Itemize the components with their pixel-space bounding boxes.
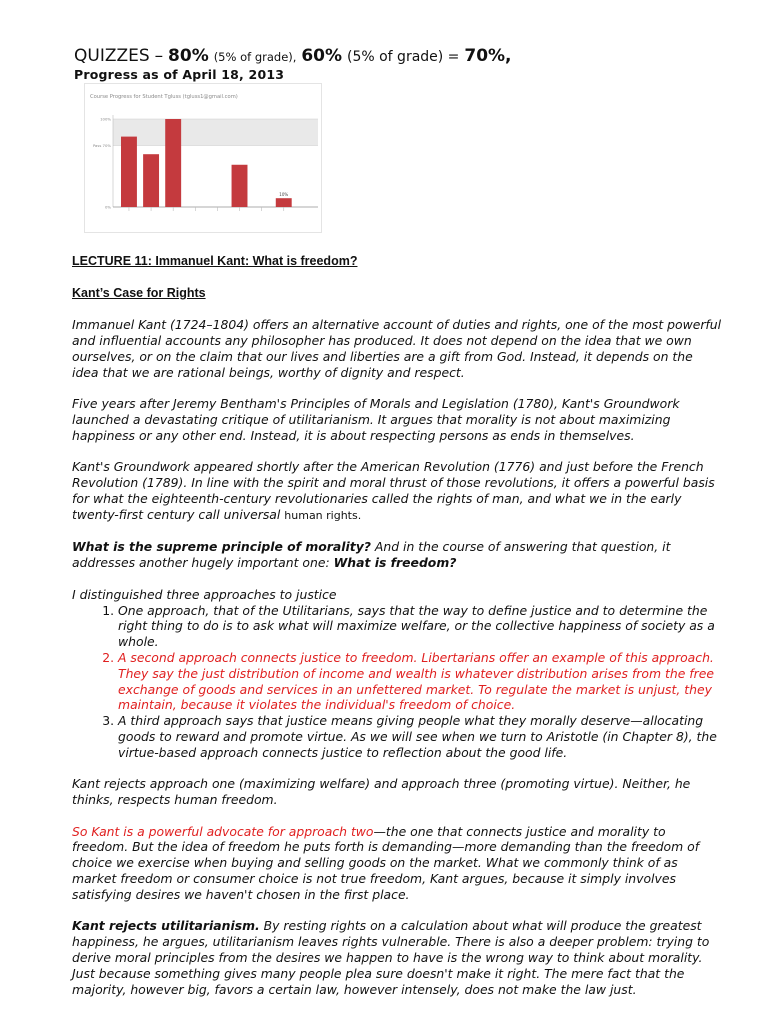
quizzes-label: QUIZZES [74,46,150,66]
y-tick-label: 100% [100,116,111,122]
chart-bar [232,165,248,207]
lecture-notes [72,254,722,1013]
quiz-total: 70%, [464,46,512,66]
approaches-list [72,603,722,761]
course-progress-chart [84,83,322,233]
paragraph-kant-intro: Immanuel Kant (1724–1804) offers an alternative account of duties and rights, one of the most powerful and influential accounts any philosopher has produced. It does not depend on the idea that we own ourselves, or on the claim that our lives and liberties are a gift from God. Instead, it depends on the idea that we are rational beings, worthy of dignity and respect. [72,317,722,380]
rejects-utilitarianism-body: By resting rights on a calculation about what will produce the greatest happiness, he argues, utilitarianism leaves rights vulnerable. There is also a deeper problem: trying to derive moral principles from the desires we happen to have is the wrong way to think about morality. Just because something gives many people plea sure doesn't make it right. The mere fact that the majority, however big, favors a certain law, however intensely, does not make the law just. [72,918,710,997]
approaches-intro: I distinguished three approaches to justice [72,586,337,602]
dash: – [154,46,164,66]
paragraph-rejects-utilitarianism [72,918,722,997]
approach-item-2: 2. A second approach connects justice to freedom. Libertarians offer an example of this approach. They say the just distribution of income and wealth is whatever distribution arises from the free exchange of goods and services in an unfettered market. To regulate the market is unjust, they maintain, because it violates the individual's freedom of choice. [118,650,722,713]
paragraph-supreme-principle [72,539,722,571]
approach-item-3: 3. A third approach says that justice means giving people what they morally deserve—allocating goods to reward and promote virtue. As we will see when we turn to Aristotle (in Chapter 8), the virtue-based approach connects justice to reflection about the good life. [118,713,722,760]
progress-date: Progress as of April 18, 2013 [74,67,285,82]
advocate-rest: —the one that connects justice and morality to freedom. But the idea of freedom he puts forth is demanding—more demanding than the freedom of choice we exercise when buying and selling goods on the market. What we commonly think of as market freedom or consumer choice is not true freedom, Kant argues, because it simply involves satisfying desires we haven't chosen in the first place. [72,823,700,902]
quiz-scores-line [74,46,512,66]
chart-bar [165,119,181,207]
paragraph-revolution [72,459,722,523]
y-tick-label: 0% [104,204,111,210]
paragraph-kant-rejects: Kant rejects approach one (maximizing welfare) and approach three (promoting virtue). Neither, he thinks, respects human freedom. [72,776,691,808]
approach-item-1: 1. One approach, that of the Utilitarians, says that the way to define justice and to determine the right thing to do is to ask what will maximize welfare, or the collective happiness of society as a whole. [118,603,722,650]
quiz-weight-2: (5% of grade) = [346,49,460,65]
chart-bar [276,198,292,207]
chart-frame [85,84,322,233]
section-title: Kant’s Case for Rights [72,285,206,300]
paragraph-revolution-main: Kant's Groundwork appeared shortly after the American Revolution (1776) and just before the French Revolution (1789). In line with the spirit and moral thrust of those revolutions, it offers a powerful basis for what the eighteenth-century revolutionaries called the rights of man, and what we in the early twenty-first century call universal [72,459,715,522]
pass-band [113,119,318,145]
rejects-utilitarianism-heading: Kant rejects utilitarianism. [72,918,260,934]
question-freedom: What is freedom? [333,555,457,571]
quiz-score-2: 60% [301,46,343,66]
quiz-score-1: 80% [168,46,209,66]
lecture-title: LECTURE 11: Immanuel Kant: What is freedom? [72,254,358,268]
paragraph-bentham: Five years after Jeremy Bentham's Principles of Morals and Legislation (1780), Kant's Groundwork launched a devastating critique of utilitarianism. It argues that morality is not about maximizing happiness or any other end. Instead, it is about respecting persons as ends in themselves. [72,396,680,443]
paragraph-supreme-mid: And in the course of answering that question, it addresses another hugely important one: [72,539,671,571]
chart-bar [143,154,159,207]
y-tick-label: Pass 70% [92,142,111,148]
chart-title: Course Progress for Student Tgluss (tgluss1@gmail.com) [90,94,238,100]
paragraph-revolution-tail: human rights. [284,508,362,522]
paragraph-advocate [72,824,722,903]
advocate-highlight: So Kant is a powerful advocate for approach two [72,823,374,839]
chart-svg [84,83,322,233]
question-supreme-principle: What is the supreme principle of morality? [72,539,371,555]
quiz-weight-1: (5% of grade), [213,50,297,64]
bar-data-label: 10% [279,192,289,198]
chart-bar [121,137,137,207]
